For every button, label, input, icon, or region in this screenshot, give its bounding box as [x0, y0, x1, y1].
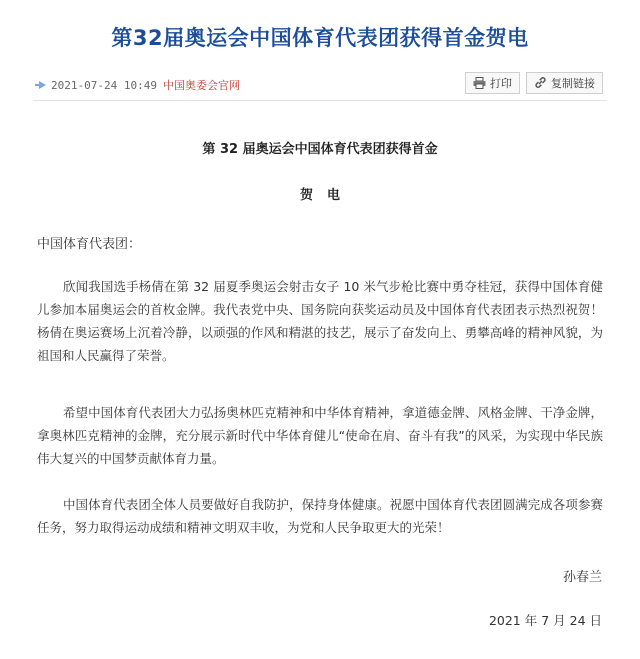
link-icon: [534, 77, 547, 89]
article-subtitle: 第 32 届奥运会中国体育代表团获得首金: [202, 142, 438, 157]
article-meta-bar: [33, 71, 607, 101]
signature: 孙春兰: [562, 570, 602, 585]
meta-info: [39, 77, 240, 93]
arrow-right-icon: [39, 81, 46, 89]
paragraph: 希望中国体育代表团大力弘扬奥林匹克精神和中华体育精神，拿道德金牌、风格金牌、干净金牌，拿奥林匹克精神的金牌，充分展示新时代中华体育健儿“使命在肩、奋斗有我”的风采，为实现中华民族伟大复兴的中国梦贡献体育力量。: [37, 405, 603, 466]
paragraph: 中国体育代表团全体人员要做好自我防护，保持身体健康。祝愿中国体育代表团圆满完成各项参赛任务，努力取得运动成绩和精神文明双丰收，为党和人民争取更大的光荣！: [37, 497, 603, 535]
copy-link-button[interactable]: [526, 72, 603, 94]
source-link[interactable]: 中国奥委会官网: [162, 79, 240, 92]
copy-link-label: 复制链接: [551, 77, 595, 90]
paragraph: 欣闻我国选手杨倩在第 32 届夏季奥运会射击女子 10 米气步枪比赛中勇夺桂冠，获得中国体育健儿参加本届奥运会的首枚金牌。我代表党中央、国务院向获奖运动员及中国体育代表团表示热烈祝贺！杨倩在奥运赛场上沉着冷静，以顽强的作风和精湛的技艺，展示了奋发向上、勇攀高峰的精神风貌，为祖国和人民赢得了荣誉。: [37, 279, 603, 363]
print-button[interactable]: [465, 72, 520, 94]
publish-date: 2021-07-24 10:49: [51, 78, 157, 92]
printer-icon: [473, 77, 486, 89]
salutation: 中国体育代表团：: [37, 237, 142, 252]
page-title: 第32届奥运会中国体育代表团获得首金贺电: [111, 26, 529, 50]
signature-date: 2021 年 7 月 24 日: [488, 613, 602, 628]
article-heading: 贺电: [299, 188, 354, 203]
print-label: 打印: [490, 77, 512, 90]
meta-actions: [465, 72, 603, 94]
